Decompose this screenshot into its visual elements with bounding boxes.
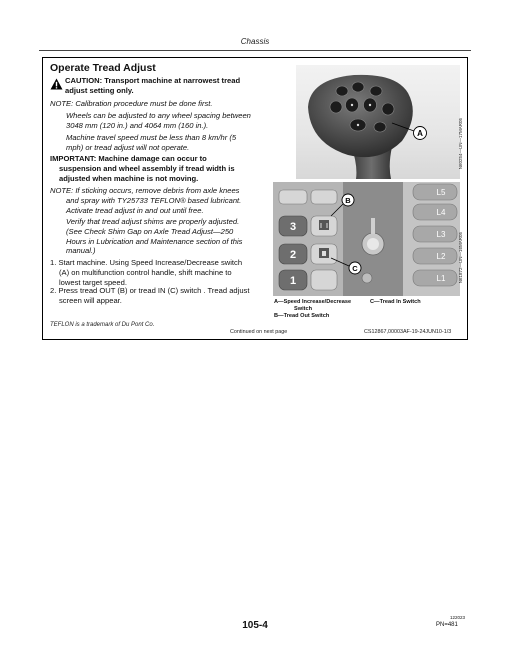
info-verify-shims-line-2: (See Check Shim Gap on Axle Tread Adjust—250	[66, 226, 234, 236]
info-wheel-spacing	[66, 111, 251, 131]
caption-a	[274, 299, 351, 320]
info-verify-shims-line-4: manual.)	[66, 246, 96, 256]
button-label-l2: L2	[436, 252, 446, 261]
note-sticking-line-3: Activate tread adjust in and out until free.	[66, 205, 204, 215]
tread-in-switch-icon	[319, 248, 329, 258]
note-sticking-line-2: and spray with TY25733 TEFLON® based lubricant.	[66, 195, 242, 205]
important-line-2: suspension and wheel assembly if tread width is	[59, 163, 235, 173]
button-label-l4: L4	[436, 208, 446, 217]
important-line-3: adjusted when machine is not moving.	[59, 173, 199, 183]
caption-a-line-1: A—Speed Increase/Decrease	[274, 299, 352, 305]
caution-line-2: adjust setting only.	[65, 85, 134, 95]
button-label-l3: L3	[436, 230, 446, 239]
callout-c: C	[352, 264, 358, 273]
step-1-line-1: 1. Start machine. Using Speed Increase/Decrease switch	[50, 258, 243, 267]
document-id: CS12867,00003AF-19-24JUN10-1/3	[364, 329, 452, 335]
date-code: 122023	[450, 615, 466, 620]
step-1-line-2: (A) on multifunction control handle, shift machine to	[59, 267, 232, 277]
page-number: 105-4	[242, 620, 268, 631]
caption-c: C—Tread In Switch	[370, 299, 421, 305]
step-2-line-2: screen will appear.	[59, 295, 122, 305]
caption-b: B—Tread Out Switch	[274, 313, 330, 319]
caption-a-line-2: Switch	[294, 306, 313, 312]
button-label-1: 1	[289, 275, 297, 287]
figure-console-switches	[273, 182, 460, 296]
info-wheel-spacing-line-2: 3048 mm (120 in.) and 4064 mm (160 in.).	[66, 120, 209, 130]
important-line-1: IMPORTANT: Machine damage can occur to	[50, 154, 207, 163]
step-2	[50, 286, 249, 306]
header-rule	[39, 50, 471, 51]
figure1-code: N60254—UN—17MAR05	[458, 118, 463, 170]
button-label-l1: L1	[436, 274, 446, 283]
figure2-code: N61872—UN—16MAR05	[458, 232, 463, 284]
info-travel-speed-line-1: Machine travel speed must be less than 8 km/hr (5	[66, 133, 237, 142]
control-handle-illustration	[296, 65, 460, 179]
info-verify-shims-line-3: Hours in Lubrication and Maintenance section of this	[66, 236, 243, 246]
tread-out-switch-icon	[319, 220, 329, 230]
note-sticking-line-1: NOTE: If sticking occurs, remove debris from axle knees	[50, 186, 240, 195]
section-title: Operate Tread Adjust	[50, 62, 156, 74]
callout-a: A	[417, 129, 423, 138]
info-travel-speed	[66, 133, 236, 153]
note-calibration: NOTE: Calibration procedure must be done first.	[50, 99, 213, 108]
figure-control-handle	[296, 65, 460, 179]
button-label-2: 2	[289, 249, 297, 261]
info-wheel-spacing-line-1: Wheels can be adjusted to any wheel spacing between	[66, 111, 251, 120]
caution-line-1: CAUTION: Transport machine at narrowest tread	[65, 76, 241, 85]
step-1-line-3: lowest target speed.	[59, 277, 127, 287]
pn-label: PN=481	[436, 622, 458, 628]
step-1	[50, 258, 242, 287]
callout-b: B	[345, 196, 351, 205]
info-verify-shims	[66, 217, 242, 256]
info-travel-speed-line-2: mph) or tread adjust will not operate.	[66, 142, 190, 152]
info-verify-shims-line-1: Verify that tread adjust shims are properly adjusted.	[66, 217, 240, 226]
console-illustration	[273, 182, 460, 296]
step-2-line-1: 2. Press tread OUT (B) or tread IN (C) switch . Tread adjust	[50, 286, 250, 295]
important-notice	[50, 154, 235, 183]
warning-triangle-icon	[50, 78, 63, 90]
button-label-l5: L5	[436, 188, 446, 197]
button-label-3: 3	[289, 221, 297, 233]
trademark-note: TEFLON is a trademark of Du Pont Co.	[50, 322, 155, 328]
continued-note: Continued on next page	[230, 329, 288, 335]
page-header-title: Chassis	[240, 37, 270, 46]
note-sticking	[50, 186, 241, 215]
caution-text	[65, 76, 270, 96]
